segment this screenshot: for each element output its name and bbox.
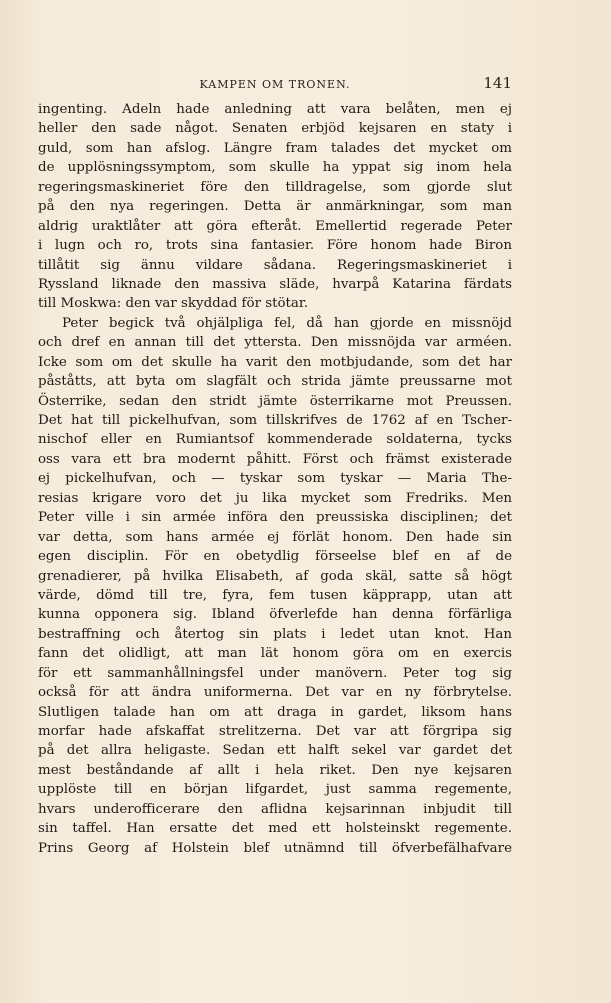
text-line: Österrike, sedan den stridt jämte österrikarne mot Preussen. — [38, 393, 512, 409]
text-line: värde, dömd till tre, fyra, fem tusen käpprapp, utan att — [38, 587, 512, 603]
running-title: KAMPEN OM TRONEN. — [199, 78, 351, 91]
text-line: på den nya regeringen. Detta är anmärkningar, som man — [38, 199, 512, 215]
text-line: egen disciplin. För en obetydlig förseelse blef en af de — [38, 549, 512, 565]
text-line: guld, som han afslog. Längre fram talades det mycket om — [38, 140, 512, 156]
text-line: i lugn och ro, trots sina fantasier. Före honom hade Biron — [38, 238, 512, 254]
page-number: 141 — [483, 74, 512, 92]
text-line: bestraffning och återtog sin plats i ledet utan knot. Han — [38, 626, 512, 642]
page-header — [38, 74, 512, 96]
text-line: upplöste till en början lifgardet, just samma regemente, — [38, 782, 512, 798]
text-line: fann det olidligt, att man lät honom göra om en exercis — [38, 646, 512, 662]
text-line: morfar hade afskaffat strelitzerna. Det var att förgripa sig — [38, 724, 512, 739]
text-line: tillåtit sig ännu vildare sådana. Regeringsmaskineriet i — [38, 257, 512, 273]
text-line: var detta, som hans armée ej förlät honom. Den hade sin — [38, 529, 512, 545]
text-line: ingenting. Adeln hade anledning att vara belåten, men ej — [38, 102, 512, 117]
text-line: mest beståndande af allt i hela riket. Den nye kejsaren — [38, 762, 512, 778]
text-line: hvars underofficerare den aflidna kejsarinnan inbjudit till — [38, 801, 512, 817]
text-line: på det allra heligaste. Sedan ett halft sekel var gardet det — [38, 743, 512, 759]
paragraph-start-line: Peter begick två ohjälpliga fel, då han gjorde en missnöjd — [62, 315, 512, 331]
text-line: ej pickelhufvan, och — tyskar som tyskar — Maria The- — [38, 471, 512, 487]
text-line: grenadierer, på hvilka Elisabeth, af goda skäl, satte så högt — [38, 568, 512, 584]
text-line: Peter ville i sin armée införa den preussiska disciplinen; det — [38, 510, 512, 526]
body-text — [38, 100, 512, 858]
text-line: sin taffel. Han ersatte det med ett holsteinskt regemente. — [38, 821, 512, 837]
text-line: också för att ändra uniformerna. Det var en ny förbrytelse. — [38, 685, 512, 701]
text-line: Icke som om det skulle ha varit den motbjudande, som det har — [38, 354, 512, 370]
text-line: oss vara ett bra modernt påhitt. Först och främst existerade — [38, 451, 512, 467]
text-line: aldrig uraktlåter att göra efteråt. Emellertid regerade Peter — [38, 218, 512, 234]
text-line: påståtts, att byta om slagfält och strida jämte preussarne mot — [38, 374, 512, 390]
text-line: heller den sade något. Senaten erbjöd kejsaren en staty i — [38, 121, 512, 137]
text-line: nischof eller en Rumiantsof kommenderade soldaterna, tycks — [38, 432, 512, 448]
text-line: resias krigare voro det ju lika mycket som Fredriks. Men — [38, 490, 512, 506]
text-line: de upplösningssymptom, som skulle ha yppat sig inom hela — [38, 160, 512, 176]
text-line: regeringsmaskineriet före den tilldragelse, som gjorde slut — [38, 179, 512, 195]
text-line: kunna opponera sig. Ibland öfverlefde han denna förfärliga — [38, 607, 512, 623]
text-line: och dref en annan till det yttersta. Den missnöjda var arméen. — [38, 335, 512, 351]
text-line: Det hat till pickelhufvan, som tillskrifves de 1762 af en Tscher- — [38, 413, 512, 428]
paragraph-end-line: till Moskwa: den var skyddad för stötar. — [38, 296, 309, 312]
text-line: Prins Georg af Holstein blef utnämnd till öfverbefälhafvare — [38, 840, 512, 856]
text-line: Slutligen talade han om att draga in gardet, liksom hans — [38, 704, 512, 720]
text-line: för ett sammanhållningsfel under manövern. Peter tog sig — [38, 665, 512, 681]
text-line: Ryssland liknade den massiva släde, hvarpå Katarina färdats — [38, 276, 512, 292]
